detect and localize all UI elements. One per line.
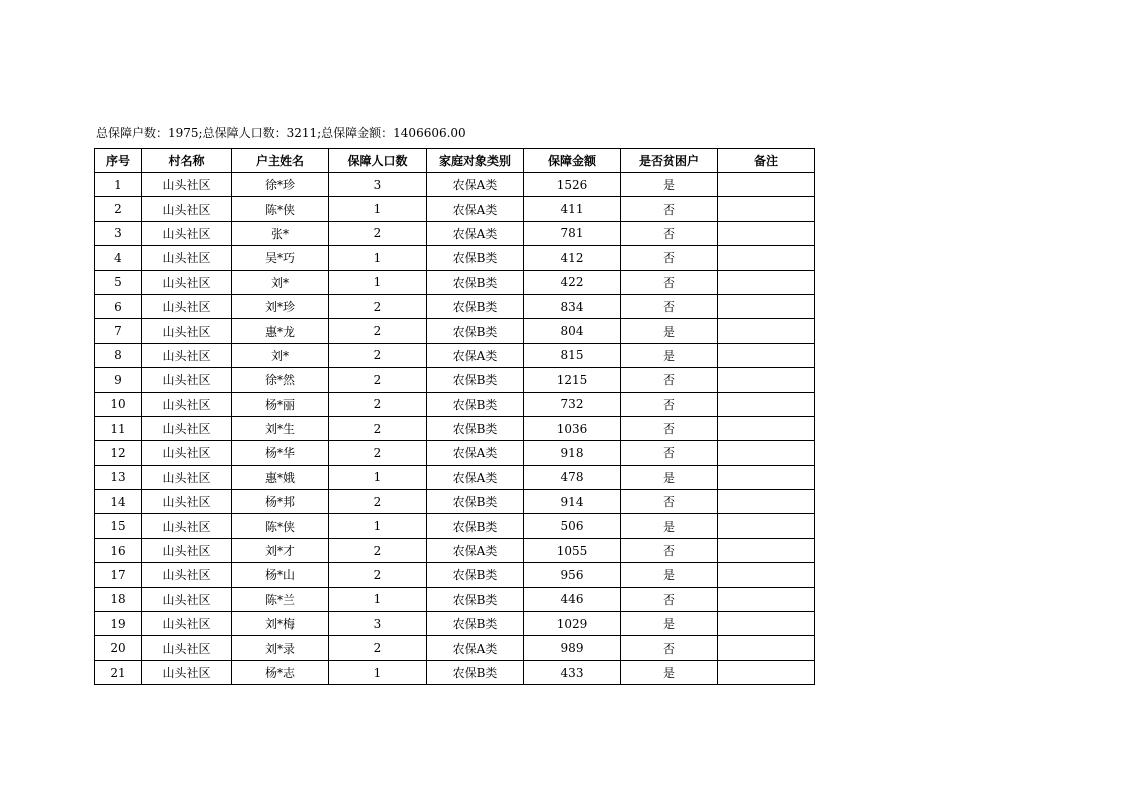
cell-householder: 刘*生 [232,416,329,440]
header-note: 备注 [718,149,815,173]
cell-amount: 1526 [524,173,621,197]
header-population: 保障人口数 [329,149,427,173]
cell-poor: 是 [621,343,718,367]
table-row [95,416,815,440]
cell-category: 农保B类 [427,563,524,587]
cell-householder: 刘*梅 [232,612,329,636]
summary-line: 总保障户数：1975;总保障人口数：3211;总保障金额：1406606.00 [96,126,466,140]
cell-seq: 12 [95,441,142,465]
cell-amount: 1036 [524,416,621,440]
table-row [95,173,815,197]
cell-seq: 10 [95,392,142,416]
cell-village: 山头社区 [142,392,232,416]
cell-population: 3 [329,612,427,636]
cell-householder: 吴*巧 [232,246,329,270]
cell-population: 2 [329,538,427,562]
cell-village: 山头社区 [142,490,232,514]
cell-amount: 433 [524,660,621,684]
cell-amount: 412 [524,246,621,270]
cell-population: 2 [329,294,427,318]
cell-seq: 19 [95,612,142,636]
table-row [95,319,815,343]
table-row [95,197,815,221]
cell-note [718,246,815,270]
cell-category: 农保B类 [427,612,524,636]
cell-category: 农保A类 [427,343,524,367]
cell-amount: 918 [524,441,621,465]
roster-table [94,148,815,685]
cell-village: 山头社区 [142,612,232,636]
cell-population: 2 [329,636,427,660]
cell-poor: 是 [621,660,718,684]
cell-amount: 422 [524,270,621,294]
cell-population: 2 [329,392,427,416]
cell-householder: 惠*娥 [232,465,329,489]
cell-category: 农保A类 [427,173,524,197]
cell-householder: 杨*丽 [232,392,329,416]
cell-poor: 是 [621,563,718,587]
cell-population: 2 [329,343,427,367]
cell-village: 山头社区 [142,465,232,489]
cell-poor: 否 [621,490,718,514]
cell-population: 3 [329,173,427,197]
cell-seq: 6 [95,294,142,318]
table-row [95,465,815,489]
cell-amount: 956 [524,563,621,587]
cell-population: 1 [329,514,427,538]
cell-note [718,465,815,489]
cell-note [718,368,815,392]
cell-category: 农保A类 [427,197,524,221]
cell-householder: 杨*志 [232,660,329,684]
cell-note [718,294,815,318]
cell-seq: 21 [95,660,142,684]
cell-amount: 989 [524,636,621,660]
cell-seq: 8 [95,343,142,367]
cell-note [718,173,815,197]
cell-householder: 陈*侠 [232,197,329,221]
cell-amount: 1029 [524,612,621,636]
cell-poor: 否 [621,197,718,221]
cell-amount: 1215 [524,368,621,392]
table-row [95,636,815,660]
cell-category: 农保B类 [427,368,524,392]
cell-amount: 446 [524,587,621,611]
cell-category: 农保A类 [427,538,524,562]
table-row [95,294,815,318]
cell-population: 2 [329,490,427,514]
cell-village: 山头社区 [142,441,232,465]
cell-population: 2 [329,319,427,343]
cell-seq: 13 [95,465,142,489]
cell-village: 山头社区 [142,538,232,562]
roster-body [95,173,815,685]
cell-village: 山头社区 [142,587,232,611]
header-seq: 序号 [95,149,142,173]
cell-note [718,612,815,636]
cell-seq: 20 [95,636,142,660]
header-amount: 保障金额 [524,149,621,173]
cell-poor: 否 [621,416,718,440]
cell-category: 农保A类 [427,221,524,245]
cell-village: 山头社区 [142,294,232,318]
cell-population: 2 [329,221,427,245]
cell-note [718,392,815,416]
cell-seq: 9 [95,368,142,392]
cell-householder: 刘* [232,343,329,367]
cell-householder: 刘* [232,270,329,294]
cell-poor: 是 [621,612,718,636]
cell-population: 1 [329,465,427,489]
cell-note [718,587,815,611]
cell-householder: 陈*兰 [232,587,329,611]
cell-population: 2 [329,368,427,392]
cell-amount: 781 [524,221,621,245]
cell-village: 山头社区 [142,319,232,343]
cell-poor: 否 [621,392,718,416]
cell-householder: 杨*山 [232,563,329,587]
cell-category: 农保B类 [427,294,524,318]
cell-population: 1 [329,270,427,294]
table-row [95,563,815,587]
cell-amount: 411 [524,197,621,221]
cell-category: 农保B类 [427,270,524,294]
cell-poor: 否 [621,636,718,660]
cell-population: 1 [329,246,427,270]
cell-seq: 18 [95,587,142,611]
cell-householder: 张* [232,221,329,245]
cell-population: 2 [329,563,427,587]
cell-village: 山头社区 [142,343,232,367]
cell-householder: 徐*然 [232,368,329,392]
cell-note [718,441,815,465]
cell-poor: 是 [621,173,718,197]
cell-population: 1 [329,587,427,611]
cell-poor: 否 [621,368,718,392]
cell-village: 山头社区 [142,660,232,684]
cell-amount: 506 [524,514,621,538]
cell-population: 1 [329,197,427,221]
table-row [95,270,815,294]
cell-seq: 1 [95,173,142,197]
cell-village: 山头社区 [142,636,232,660]
cell-poor: 否 [621,294,718,318]
cell-category: 农保B类 [427,416,524,440]
cell-village: 山头社区 [142,270,232,294]
cell-note [718,636,815,660]
cell-note [718,343,815,367]
table-row [95,514,815,538]
cell-amount: 1055 [524,538,621,562]
cell-note [718,538,815,562]
cell-note [718,563,815,587]
cell-householder: 杨*华 [232,441,329,465]
table-row [95,538,815,562]
table-row [95,612,815,636]
cell-village: 山头社区 [142,173,232,197]
cell-householder: 徐*珍 [232,173,329,197]
cell-householder: 陈*侠 [232,514,329,538]
header-poor: 是否贫困户 [621,149,718,173]
cell-note [718,319,815,343]
cell-poor: 否 [621,246,718,270]
cell-category: 农保A类 [427,465,524,489]
cell-note [718,660,815,684]
cell-note [718,514,815,538]
cell-population: 1 [329,660,427,684]
cell-note [718,270,815,294]
cell-seq: 16 [95,538,142,562]
cell-village: 山头社区 [142,368,232,392]
table-row [95,343,815,367]
cell-village: 山头社区 [142,416,232,440]
cell-village: 山头社区 [142,514,232,538]
cell-category: 农保A类 [427,636,524,660]
cell-seq: 14 [95,490,142,514]
header-category: 家庭对象类别 [427,149,524,173]
cell-category: 农保B类 [427,660,524,684]
cell-amount: 732 [524,392,621,416]
cell-poor: 否 [621,538,718,562]
cell-village: 山头社区 [142,563,232,587]
header-row [95,149,815,173]
table-row [95,368,815,392]
cell-seq: 4 [95,246,142,270]
cell-householder: 杨*邦 [232,490,329,514]
table-row [95,490,815,514]
cell-note [718,490,815,514]
cell-poor: 是 [621,319,718,343]
cell-amount: 478 [524,465,621,489]
cell-seq: 3 [95,221,142,245]
cell-category: 农保B类 [427,319,524,343]
cell-poor: 否 [621,587,718,611]
cell-category: 农保B类 [427,392,524,416]
cell-poor: 否 [621,221,718,245]
cell-population: 2 [329,441,427,465]
table-row [95,221,815,245]
cell-poor: 是 [621,465,718,489]
cell-amount: 914 [524,490,621,514]
header-householder: 户主姓名 [232,149,329,173]
cell-category: 农保B类 [427,490,524,514]
table-row [95,660,815,684]
cell-poor: 否 [621,441,718,465]
cell-village: 山头社区 [142,221,232,245]
cell-seq: 7 [95,319,142,343]
cell-population: 2 [329,416,427,440]
cell-village: 山头社区 [142,246,232,270]
table-row [95,392,815,416]
cell-seq: 17 [95,563,142,587]
cell-category: 农保B类 [427,514,524,538]
cell-seq: 5 [95,270,142,294]
cell-householder: 惠*龙 [232,319,329,343]
cell-note [718,197,815,221]
cell-category: 农保B类 [427,587,524,611]
cell-householder: 刘*才 [232,538,329,562]
cell-seq: 2 [95,197,142,221]
cell-amount: 815 [524,343,621,367]
cell-note [718,416,815,440]
table-row [95,246,815,270]
cell-poor: 是 [621,514,718,538]
header-village: 村名称 [142,149,232,173]
cell-village: 山头社区 [142,197,232,221]
table-row [95,587,815,611]
cell-poor: 否 [621,270,718,294]
cell-seq: 11 [95,416,142,440]
cell-seq: 15 [95,514,142,538]
cell-amount: 804 [524,319,621,343]
cell-category: 农保A类 [427,441,524,465]
cell-householder: 刘*录 [232,636,329,660]
cell-note [718,221,815,245]
cell-householder: 刘*珍 [232,294,329,318]
table-row [95,441,815,465]
cell-category: 农保B类 [427,246,524,270]
cell-amount: 834 [524,294,621,318]
